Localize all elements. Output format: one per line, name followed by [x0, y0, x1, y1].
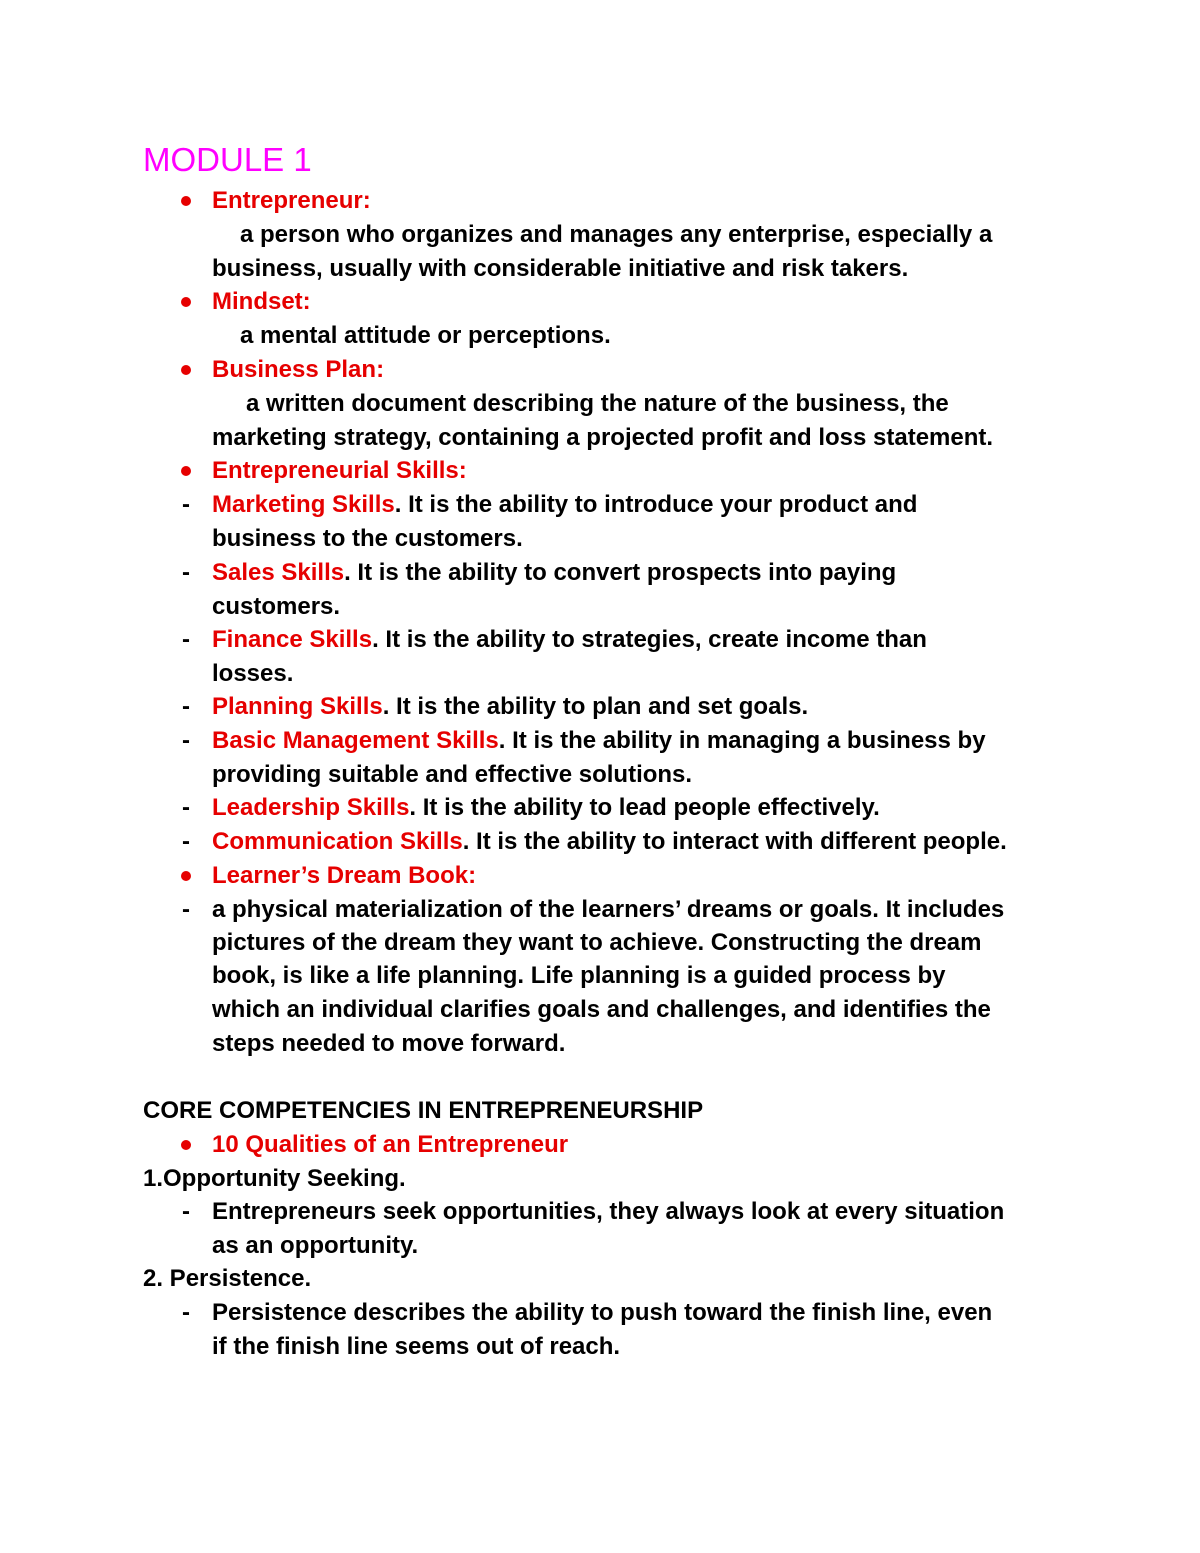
- skill-planning: [212, 690, 808, 724]
- dream-book-line-1: a physical materialization of the learners’ dreams or goals. It includes: [212, 896, 1005, 923]
- skill-leadership: [212, 791, 880, 825]
- skill-description: . It is the ability to strategies, create income than: [372, 626, 927, 653]
- module-title: MODULE 1: [143, 141, 312, 178]
- bullet-entrepreneur: [181, 196, 191, 206]
- dream-book-line-3: book, is like a life planning. Life planning is a guided process by: [212, 962, 946, 989]
- dream-book-line-2: pictures of the dream they want to achieve. Constructing the dream: [212, 929, 982, 956]
- definition-business-plan-line-2: marketing strategy, containing a projected profit and loss statement.: [212, 424, 994, 451]
- bullet-qualities: [181, 1140, 191, 1150]
- definition-mindset-line-1: a mental attitude or perceptions.: [240, 322, 611, 349]
- skill-name: Sales Skills: [212, 559, 345, 586]
- quality-2-title: 2. Persistence.: [143, 1265, 312, 1292]
- skill-description: . It is the ability in managing a business by: [498, 727, 986, 754]
- skill-sales-line-2: customers.: [212, 593, 341, 620]
- skill-marketing-line-2: business to the customers.: [212, 525, 523, 552]
- quality-1-desc-line-1: Entrepreneurs seek opportunities, they always look at every situation: [212, 1198, 1005, 1225]
- quality-1-desc-line-2: as an opportunity.: [212, 1232, 419, 1259]
- dash-marker: -: [182, 896, 190, 923]
- term-mindset: Mindset:: [212, 288, 311, 315]
- definition-business-plan-line-1: a written document describing the nature of the business, the: [246, 390, 949, 417]
- term-entrepreneurial-skills: Entrepreneurial Skills:: [212, 457, 467, 484]
- skill-name: Planning Skills: [212, 693, 383, 720]
- bullet-business-plan: [181, 365, 191, 375]
- skill-marketing: [212, 488, 917, 522]
- quality-2-desc-line-1: Persistence describes the ability to push toward the finish line, even: [212, 1299, 993, 1326]
- dash-marker: -: [182, 1299, 190, 1326]
- dash-marker: -: [182, 559, 190, 586]
- skill-basic-management: [212, 724, 986, 758]
- skill-sales: [212, 556, 896, 590]
- bullet-dream-book: [181, 871, 191, 881]
- bullet-entrepreneurial-skills: [181, 466, 191, 476]
- skill-name: Leadership Skills: [212, 794, 410, 821]
- dream-book-line-5: steps needed to move forward.: [212, 1030, 566, 1057]
- skill-basic-management-line-2: providing suitable and effective solutions.: [212, 761, 693, 788]
- quality-2-desc-line-2: if the finish line seems out of reach.: [212, 1333, 621, 1360]
- skill-description: . It is the ability to lead people effectively.: [409, 794, 880, 821]
- skill-name: Finance Skills: [212, 626, 373, 653]
- skill-name: Marketing Skills: [212, 491, 395, 518]
- skill-description: . It is the ability to interact with different people.: [462, 828, 1007, 855]
- dash-marker: -: [182, 1198, 190, 1225]
- dash-marker: -: [182, 491, 190, 518]
- qualities-title: 10 Qualities of an Entrepreneur: [212, 1131, 569, 1158]
- skill-description: . It is the ability to introduce your product and: [394, 491, 918, 518]
- skill-name: Communication Skills: [212, 828, 463, 855]
- dream-book-line-4: which an individual clarifies goals and challenges, and identifies the: [212, 996, 991, 1023]
- skill-finance-line-2: losses.: [212, 660, 294, 687]
- dash-marker: -: [182, 727, 190, 754]
- skill-name: Basic Management Skills: [212, 727, 499, 754]
- dash-marker: -: [182, 626, 190, 653]
- section-heading-core-competencies: CORE COMPETENCIES IN ENTREPRENEURSHIP: [143, 1097, 704, 1124]
- term-business-plan: Business Plan:: [212, 356, 385, 383]
- quality-1-title: 1.Opportunity Seeking.: [143, 1165, 406, 1192]
- dash-marker: -: [182, 794, 190, 821]
- term-entrepreneur: Entrepreneur:: [212, 187, 371, 214]
- definition-entrepreneur-line-2: business, usually with considerable initiative and risk takers.: [212, 255, 909, 282]
- bullet-mindset: [181, 297, 191, 307]
- dash-marker: -: [182, 693, 190, 720]
- skill-description: . It is the ability to plan and set goals.: [382, 693, 809, 720]
- skill-finance: [212, 623, 927, 657]
- dash-marker: -: [182, 828, 190, 855]
- definition-entrepreneur-line-1: a person who organizes and manages any enterprise, especially a: [240, 221, 993, 248]
- term-dream-book: Learner’s Dream Book:: [212, 862, 477, 889]
- skill-communication: [212, 825, 1007, 859]
- skill-description: . It is the ability to convert prospects into paying: [344, 559, 897, 586]
